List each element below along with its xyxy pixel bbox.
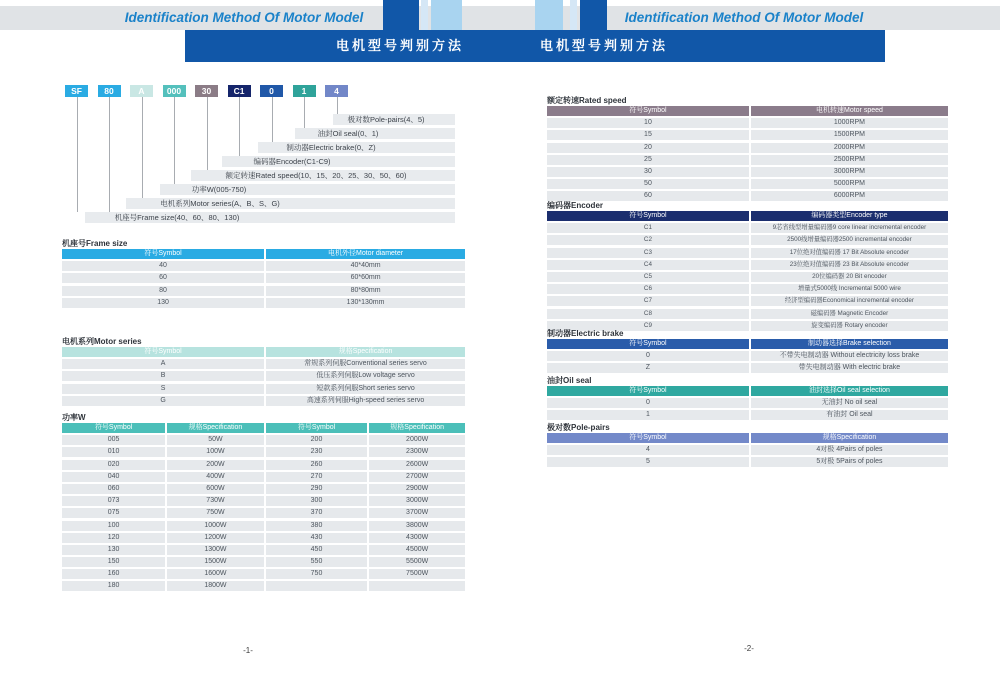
encoder-cell: C4 xyxy=(547,260,749,270)
frame-size-cell: 80*80mm xyxy=(266,286,465,296)
motor-series-title: 电机系列Motor series xyxy=(62,337,142,346)
encoder-cell: 旋变编码器 Rotary encoder xyxy=(751,321,948,331)
ladder-label-bar xyxy=(160,184,455,195)
power-cell: 230 xyxy=(266,447,368,457)
electric-brake-title: 制动器Electric brake xyxy=(547,329,624,338)
power-header-row xyxy=(62,423,465,433)
decor-pale-blue-left xyxy=(421,0,428,30)
frame-size-cell: 130*130mm xyxy=(266,298,465,308)
rated-speed-cell: 1000RPM xyxy=(751,118,948,128)
power-cell: 1000W xyxy=(167,521,263,531)
power-cell: 3000W xyxy=(369,496,465,506)
encoder-row xyxy=(547,235,948,245)
frame-size-header-cell: 符号Symbol xyxy=(62,249,264,259)
power-cell: 180 xyxy=(62,581,165,591)
power-cell: 060 xyxy=(62,484,165,494)
pole-pairs-cell: 4对极 4Pairs of poles xyxy=(751,445,948,455)
power-table xyxy=(62,413,465,591)
power-cell: 4300W xyxy=(369,533,465,543)
frame-size-cell: 60*60mm xyxy=(266,273,465,283)
power-cell: 160 xyxy=(62,569,165,579)
connector-line xyxy=(142,97,143,198)
rated-speed-cell: 1500RPM xyxy=(751,130,948,140)
motor-series-table xyxy=(62,337,465,406)
frame-size-cell: 60 xyxy=(62,273,264,283)
connector-line xyxy=(207,97,208,170)
encoder-cell: C6 xyxy=(547,284,749,294)
pole-pairs-title: 极对数Pole-pairs xyxy=(547,423,610,432)
power-cell: 380 xyxy=(266,521,368,531)
header-title-en-left: Identification Method Of Motor Model xyxy=(124,10,364,25)
oil-seal-cell: 有油封 Oil seal xyxy=(751,410,948,420)
power-row xyxy=(62,508,465,518)
pole-pairs-cell: 5 xyxy=(547,457,749,467)
rated-speed-cell: 5000RPM xyxy=(751,179,948,189)
frame-size-table xyxy=(62,239,465,308)
connector-line xyxy=(272,97,273,142)
encoder-cell: 2500线增量编码器2500 incremental encoder xyxy=(751,235,948,245)
pole-pairs-header-cell: 规格Specification xyxy=(751,433,948,443)
ladder-label-bar xyxy=(191,170,455,181)
oil-seal-table xyxy=(547,376,948,420)
power-cell: 270 xyxy=(266,472,368,482)
power-cell: 50W xyxy=(167,435,263,445)
power-row xyxy=(62,435,465,445)
encoder-cell: C8 xyxy=(547,309,749,319)
encoder-cell: C5 xyxy=(547,272,749,282)
encoder-cell: C1 xyxy=(547,223,749,233)
pole-pairs-header-cell: 符号Symbol xyxy=(547,433,749,443)
ladder-label-text: 机座号Frame size(40、60、80、130) xyxy=(114,213,240,222)
decor-light-blue-right xyxy=(535,0,563,30)
oil-seal-header-cell: 油封选择Oil seal selection xyxy=(751,386,948,396)
encoder-cell: C2 xyxy=(547,235,749,245)
motor-series-cell: 短款系列伺服Short series servo xyxy=(266,384,465,394)
motor-series-cell: S xyxy=(62,384,264,394)
motor-series-header-cell: 符号Symbol xyxy=(62,347,264,357)
model-code-box: 1 xyxy=(293,85,316,97)
frame-size-row xyxy=(62,261,465,271)
model-code-box: 80 xyxy=(98,85,121,97)
power-row xyxy=(62,496,465,506)
power-header-cell: 规格Specification xyxy=(369,423,465,433)
banner-title-cn-right: 电机型号判别方法 xyxy=(539,38,668,53)
rated-speed-title: 额定转速Rated speed xyxy=(547,96,627,105)
power-cell: 750W xyxy=(167,508,263,518)
rated-speed-cell: 2000RPM xyxy=(751,143,948,153)
electric-brake-cell: 不带失电制动器 Without electricity loss brake xyxy=(751,351,948,361)
frame-size-title: 机座号Frame size xyxy=(62,239,128,248)
pole-pairs-cell: 4 xyxy=(547,445,749,455)
page-number-2: -2- xyxy=(744,644,754,653)
rated-speed-row xyxy=(547,118,948,128)
ladder-label-bar xyxy=(258,142,455,153)
power-cell: 130 xyxy=(62,545,165,555)
power-cell: 1500W xyxy=(167,557,263,567)
power-cell: 450 xyxy=(266,545,368,555)
power-cell: 2000W xyxy=(369,435,465,445)
power-row xyxy=(62,557,465,567)
motor-series-cell: 高速系列伺服High-speed series servo xyxy=(266,396,465,406)
rated-speed-header-row xyxy=(547,106,948,116)
power-cell: 430 xyxy=(266,533,368,543)
power-cell xyxy=(369,581,465,591)
oil-seal-title: 油封Oil seal xyxy=(547,376,592,385)
power-cell: 1600W xyxy=(167,569,263,579)
rated-speed-row xyxy=(547,167,948,177)
frame-size-row xyxy=(62,286,465,296)
power-cell: 005 xyxy=(62,435,165,445)
oil-seal-header-row xyxy=(547,386,948,396)
oil-seal-row xyxy=(547,410,948,420)
motor-series-row xyxy=(62,396,465,406)
encoder-row xyxy=(547,248,948,258)
power-header-cell: 规格Specification xyxy=(167,423,263,433)
connector-line xyxy=(337,97,338,114)
encoder-title: 编码器Encoder xyxy=(547,201,604,210)
header-title-en-right: Identification Method Of Motor Model xyxy=(624,10,864,25)
power-cell: 5500W xyxy=(369,557,465,567)
motor-series-row xyxy=(62,384,465,394)
model-code-box: A xyxy=(130,85,153,97)
power-cell: 010 xyxy=(62,447,165,457)
electric-brake-header-cell: 符号Symbol xyxy=(547,339,749,349)
power-cell: 100 xyxy=(62,521,165,531)
rated-speed-table xyxy=(547,96,948,201)
oil-seal-cell: 1 xyxy=(547,410,749,420)
frame-size-cell: 40*40mm xyxy=(266,261,465,271)
encoder-header-row xyxy=(547,211,948,221)
rated-speed-cell: 6000RPM xyxy=(751,191,948,201)
power-cell: 2900W xyxy=(369,484,465,494)
motor-series-cell: A xyxy=(62,359,264,369)
power-row xyxy=(62,484,465,494)
pole-pairs-row xyxy=(547,445,948,455)
frame-size-row xyxy=(62,273,465,283)
pole-pairs-header-row xyxy=(547,433,948,443)
power-cell: 7500W xyxy=(369,569,465,579)
connector-line xyxy=(174,97,175,184)
decor-pale-blue-right xyxy=(570,0,577,30)
ladder-label-text: 油封Oil seal(0、1) xyxy=(317,129,379,138)
power-row xyxy=(62,545,465,555)
rated-speed-cell: 50 xyxy=(547,179,749,189)
encoder-row xyxy=(547,284,948,294)
rated-speed-row xyxy=(547,191,948,201)
power-row xyxy=(62,447,465,457)
rated-speed-cell: 60 xyxy=(547,191,749,201)
electric-brake-header-row xyxy=(547,339,948,349)
connector-line xyxy=(109,97,110,212)
frame-size-row xyxy=(62,298,465,308)
encoder-table xyxy=(547,201,948,331)
model-code-box: C1 xyxy=(228,85,251,97)
banner-title-cn-left: 电机型号判别方法 xyxy=(335,38,464,53)
power-cell: 370 xyxy=(266,508,368,518)
power-cell: 075 xyxy=(62,508,165,518)
power-row xyxy=(62,521,465,531)
power-header-cell: 符号Symbol xyxy=(62,423,165,433)
electric-brake-row xyxy=(547,351,948,361)
encoder-cell: 17位绝对值编码器 17 Bit Absolute encoder xyxy=(751,248,948,258)
encoder-row xyxy=(547,309,948,319)
decor-light-blue-left xyxy=(431,0,462,30)
encoder-cell: 磁编码器 Magnetic Encoder xyxy=(751,309,948,319)
motor-series-header-cell: 规格Specification xyxy=(266,347,465,357)
power-row xyxy=(62,569,465,579)
power-cell: 300 xyxy=(266,496,368,506)
power-cell: 100W xyxy=(167,447,263,457)
ladder-label-text: 额定转速Rated speed(10、15、20、25、30、50、60) xyxy=(225,171,407,180)
rated-speed-row xyxy=(547,143,948,153)
encoder-cell: C3 xyxy=(547,248,749,258)
page-number-1: -1- xyxy=(243,646,253,655)
power-cell: 4500W xyxy=(369,545,465,555)
electric-brake-cell: 0 xyxy=(547,351,749,361)
rated-speed-header-cell: 符号Symbol xyxy=(547,106,749,116)
encoder-header-cell: 符号Symbol xyxy=(547,211,749,221)
ladder-label-bar xyxy=(222,156,455,167)
ladder-label-text: 制动器Electric brake(0、Z) xyxy=(286,143,376,152)
rated-speed-cell: 2500RPM xyxy=(751,155,948,165)
power-cell: 2300W xyxy=(369,447,465,457)
encoder-cell: 经济型编码器Economical incremental encoder xyxy=(751,296,948,306)
encoder-cell: 9芯省线型增量编码器9 core linear incremental encoder xyxy=(751,223,948,233)
encoder-header-cell: 编码器类型Encoder type xyxy=(751,211,948,221)
model-code-box: SF xyxy=(65,85,88,97)
rated-speed-cell: 15 xyxy=(547,130,749,140)
model-code-box: 0 xyxy=(260,85,283,97)
motor-series-cell: 常规系列伺服Conventional series servo xyxy=(266,359,465,369)
encoder-cell: C9 xyxy=(547,321,749,331)
ladder-label-bar xyxy=(85,212,455,223)
power-cell: 550 xyxy=(266,557,368,567)
power-cell: 3800W xyxy=(369,521,465,531)
oil-seal-cell: 无油封 No oil seal xyxy=(751,398,948,408)
power-cell: 073 xyxy=(62,496,165,506)
frame-size-cell: 40 xyxy=(62,261,264,271)
rated-speed-cell: 30 xyxy=(547,167,749,177)
motor-series-cell: G xyxy=(62,396,264,406)
power-cell: 200W xyxy=(167,460,263,470)
power-cell: 150 xyxy=(62,557,165,567)
power-row xyxy=(62,581,465,591)
frame-size-cell: 80 xyxy=(62,286,264,296)
rated-speed-row xyxy=(547,179,948,189)
motor-series-cell: B xyxy=(62,371,264,381)
power-cell: 260 xyxy=(266,460,368,470)
motor-series-cell: 低压系列伺服Low voltage servo xyxy=(266,371,465,381)
pole-pairs-table xyxy=(547,423,948,467)
ladder-label-bar xyxy=(295,128,455,139)
rated-speed-cell: 20 xyxy=(547,143,749,153)
electric-brake-cell: Z xyxy=(547,363,749,373)
power-cell: 3700W xyxy=(369,508,465,518)
electric-brake-cell: 带失电制动器 With electric brake xyxy=(751,363,948,373)
connector-line xyxy=(304,97,305,128)
ladder-label-bar xyxy=(333,114,455,125)
model-code-box: 4 xyxy=(325,85,348,97)
power-cell: 040 xyxy=(62,472,165,482)
power-cell: 750 xyxy=(266,569,368,579)
ladder-label-text: 编码器Encoder(C1-C9) xyxy=(253,157,331,166)
connector-line xyxy=(77,97,78,212)
encoder-row xyxy=(547,272,948,282)
rated-speed-row xyxy=(547,130,948,140)
oil-seal-cell: 0 xyxy=(547,398,749,408)
ladder-label-text: 极对数Pole-pairs(4、5) xyxy=(347,115,425,124)
frame-size-cell: 130 xyxy=(62,298,264,308)
power-cell: 1200W xyxy=(167,533,263,543)
motor-series-row xyxy=(62,359,465,369)
power-cell: 1300W xyxy=(167,545,263,555)
power-cell: 2600W xyxy=(369,460,465,470)
encoder-cell: 23位绝对值编码器 23 Bit Absolute encoder xyxy=(751,260,948,270)
ladder-label-text: 功率W(005-750) xyxy=(191,185,247,194)
connector-line xyxy=(239,97,240,156)
power-cell: 200 xyxy=(266,435,368,445)
encoder-row xyxy=(547,260,948,270)
power-row xyxy=(62,533,465,543)
encoder-row xyxy=(547,296,948,306)
electric-brake-row xyxy=(547,363,948,373)
model-code-box: 30 xyxy=(195,85,218,97)
power-header-cell: 符号Symbol xyxy=(266,423,368,433)
oil-seal-row xyxy=(547,398,948,408)
electric-brake-table xyxy=(547,329,948,373)
power-row xyxy=(62,460,465,470)
power-cell: 120 xyxy=(62,533,165,543)
electric-brake-header-cell: 制动器选择Brake selection xyxy=(751,339,948,349)
power-cell: 600W xyxy=(167,484,263,494)
power-cell: 290 xyxy=(266,484,368,494)
rated-speed-header-cell: 电机转速Motor speed xyxy=(751,106,948,116)
ladder-label-text: 电机系列Motor series(A、B、S、G) xyxy=(160,199,280,208)
ladder-label-bar xyxy=(126,198,455,209)
power-cell xyxy=(266,581,368,591)
encoder-row xyxy=(547,223,948,233)
power-cell: 1800W xyxy=(167,581,263,591)
encoder-cell: C7 xyxy=(547,296,749,306)
model-code-box: 000 xyxy=(163,85,186,97)
pole-pairs-row xyxy=(547,457,948,467)
power-cell: 730W xyxy=(167,496,263,506)
rated-speed-cell: 10 xyxy=(547,118,749,128)
rated-speed-cell: 25 xyxy=(547,155,749,165)
power-cell: 020 xyxy=(62,460,165,470)
motor-series-header-row xyxy=(62,347,465,357)
power-cell: 400W xyxy=(167,472,263,482)
power-cell: 2700W xyxy=(369,472,465,482)
frame-size-header-cell: 电机外径Motor diameter xyxy=(266,249,465,259)
rated-speed-row xyxy=(547,155,948,165)
encoder-cell: 20位编码器 20 Bit encoder xyxy=(751,272,948,282)
rated-speed-cell: 3000RPM xyxy=(751,167,948,177)
encoder-cell: 增量式5000线 Incremental 5000 wire xyxy=(751,284,948,294)
oil-seal-header-cell: 符号Symbol xyxy=(547,386,749,396)
power-row xyxy=(62,472,465,482)
motor-series-row xyxy=(62,371,465,381)
pole-pairs-cell: 5对极 5Pairs of poles xyxy=(751,457,948,467)
frame-size-header-row xyxy=(62,249,465,259)
power-title: 功率W xyxy=(62,413,86,422)
